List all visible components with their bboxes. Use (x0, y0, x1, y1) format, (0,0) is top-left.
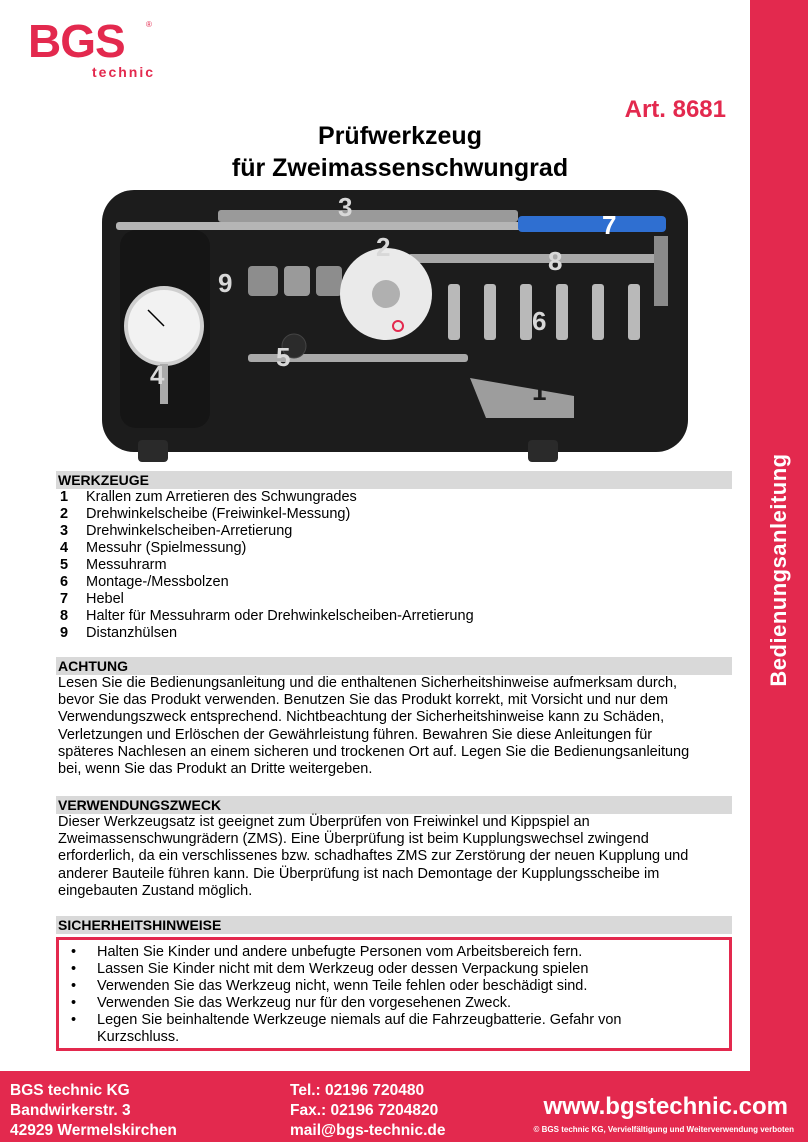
tool-text: Drehwinkelscheibe (Freiwinkel-Messung) (86, 506, 351, 522)
bullet-icon: • (71, 978, 77, 994)
tool-text: Messuhr (Spielmessung) (86, 540, 247, 556)
verwendung-section (56, 796, 732, 900)
text-line: Dieser Werkzeugsatz ist geeignet zum Überprüfen von Freiwinkel und Kippspiel an (58, 814, 590, 830)
safety-text (97, 944, 582, 961)
copyright: © BGS technic KG, Vervielfältigung und Weiterverwendung verboten (533, 1125, 794, 1134)
holder-8 (408, 254, 668, 263)
photo-label-6: 6 (532, 306, 547, 336)
photo-label-3: 3 (338, 192, 353, 222)
tool-text: Distanzhülsen (86, 625, 178, 641)
article-number: Art. 8681 (624, 96, 726, 123)
company-name: BGS technic KG (10, 1082, 130, 1099)
text-line: erforderlich, da ein verschlissenes bzw. schadhaftes ZMS zur Zerstörung der neuen Kupplung und (58, 848, 689, 865)
photo-label-5: 5 (276, 342, 291, 372)
tool-number: 3 (60, 523, 69, 539)
tool-item (56, 574, 732, 591)
verwendung-text (56, 814, 732, 900)
photo-label-1: 1 (532, 376, 547, 406)
bullet-icon: • (71, 961, 77, 977)
tool-number: 9 (60, 625, 69, 641)
tool-item (56, 506, 732, 523)
text-line: Zweimassenschwungrädern (ZMS). Eine Überprüfung ist beim Kupplungswechsel zwingend (58, 831, 649, 848)
logo-registered: ® (146, 20, 152, 29)
tool-number: 4 (60, 540, 69, 556)
tool-text: Krallen zum Arretieren des Schwungrades (86, 489, 357, 505)
tool-item (56, 625, 732, 642)
safety-item (65, 978, 723, 995)
text-line: Lesen Sie die Bedienungsanleitung und die enthaltenen Sicherheitshinweise aufmerksam durch, (58, 675, 678, 691)
safety-line: Lassen Sie Kinder nicht mit dem Werkzeug oder dessen Verpackung spielen (97, 961, 589, 977)
photo-label-7: 7 (602, 210, 617, 240)
photo-label-8: 8 (548, 246, 563, 276)
safety-text (97, 978, 587, 995)
safety-line: Halten Sie Kinder und andere unbefugte Personen vom Arbeitsbereich fern. (97, 944, 583, 960)
tool-text: Drehwinkelscheiben-Arretierung (86, 523, 293, 539)
case-latch-right (528, 440, 558, 462)
werkzeuge-list (56, 489, 732, 642)
footer-contact (290, 1081, 446, 1141)
photo-label-9: 9 (218, 268, 233, 298)
tool-number: 8 (60, 608, 69, 624)
side-label: Bedienungsanleitung (766, 453, 791, 687)
tool-item (56, 540, 732, 557)
text-line: Verletzungen und Erlöschen der Gewährleistung führen. Bewahren Sie diese Anleitungen für (58, 726, 653, 743)
achtung-text (56, 675, 732, 778)
safety-text (97, 961, 588, 978)
title-line-2: für Zweimassenschwungrad (231, 154, 569, 182)
footer (0, 1071, 808, 1142)
safety-line: Legen Sie beinhaltende Werkzeuge niemals auf die Fahrzeugbatterie. Gefahr von (97, 1012, 622, 1028)
email-link[interactable]: mail@bgs-technic.de (290, 1122, 446, 1139)
verwendung-heading: VERWENDUNGSZWECK (56, 796, 732, 814)
safety-text (97, 995, 511, 1012)
photo-label-4: 4 (150, 360, 165, 390)
tool-item (56, 557, 732, 574)
text-line: bei, wenn Sie das Produkt an Dritte weitergeben. (58, 761, 373, 778)
text-line: späteres Nachlesen an einem sicheren und trockenen Ort auf. Legen Sie die Bedienungsanleitung (58, 743, 690, 760)
tool-number: 1 (60, 489, 69, 505)
sicherheit-heading: SICHERHEITSHINWEISE (56, 916, 732, 934)
tool-text: Montage-/Messbolzen (86, 574, 229, 590)
holder-8-end (654, 236, 668, 306)
case-latch-left (138, 440, 168, 462)
company-city: 42929 Wermelskirchen (10, 1122, 177, 1139)
title-line-1: Prüfwerkzeug (318, 122, 482, 150)
tool-number: 6 (60, 574, 69, 590)
bullet-icon: • (71, 995, 77, 1011)
lever-7 (518, 216, 666, 232)
safety-line: Kurzschluss. (97, 1029, 180, 1045)
sicherheit-section (56, 916, 732, 1051)
logo-text: BGS (28, 15, 125, 67)
safety-line: Verwenden Sie das Werkzeug nur für den vorgesehenen Zweck. (97, 995, 512, 1011)
werkzeuge-heading: WERKZEUGE (56, 471, 732, 489)
tool-text: Halter für Messuhrarm oder Drehwinkelscheiben-Arretierung (86, 608, 474, 624)
text-line: bevor Sie das Produkt verwenden. Benutzen Sie das Produkt korrekt, mit Vorsicht und nur dem (58, 692, 669, 709)
tool-number: 5 (60, 557, 69, 573)
logo-subtext: technic (92, 64, 156, 80)
text-line: Verwendungszweck entsprechend. Nichtbeachtung der Sicherheitshinweise kann zu Schäden, (58, 709, 665, 726)
safety-text (97, 1012, 622, 1046)
bullet-icon: • (71, 944, 77, 960)
achtung-heading: ACHTUNG (56, 657, 732, 675)
tool-item (56, 591, 732, 608)
spacers-9 (248, 266, 342, 296)
safety-item (65, 995, 723, 1012)
rod-long (116, 222, 536, 230)
rod-3 (218, 210, 518, 222)
phone: Tel.: 02196 720480 (290, 1082, 425, 1099)
bullet-icon: • (71, 1012, 77, 1028)
safety-item (65, 944, 723, 961)
safety-item (65, 961, 723, 978)
company-street: Bandwirkerstr. 3 (10, 1102, 131, 1119)
tool-text: Messuhrarm (86, 557, 167, 573)
tool-item (56, 523, 732, 540)
tool-number: 2 (60, 506, 69, 522)
werkzeuge-section (56, 471, 732, 642)
fax: Fax.: 02196 7204820 (290, 1102, 439, 1119)
text-line: anderer Bauteile führen kann. Die Überprüfung ist nach Demontage der Kupplungsscheibe im (58, 865, 660, 882)
safety-item (65, 1012, 723, 1046)
photo-label-2: 2 (376, 232, 391, 262)
safety-box (56, 937, 732, 1051)
product-photo (98, 186, 692, 462)
text-line: eingebauten Zustand möglich. (58, 882, 253, 899)
tool-item (56, 608, 732, 625)
tool-text: Hebel (86, 591, 124, 607)
tool-number: 7 (60, 591, 69, 607)
tool-item (56, 489, 732, 506)
footer-company (10, 1081, 177, 1141)
safety-line: Verwenden Sie das Werkzeug nicht, wenn Teile fehlen oder beschädigt sind. (97, 978, 588, 994)
website-link[interactable]: www.bgstechnic.com (543, 1093, 788, 1120)
achtung-section (56, 657, 732, 778)
bgs-logo (28, 14, 158, 84)
